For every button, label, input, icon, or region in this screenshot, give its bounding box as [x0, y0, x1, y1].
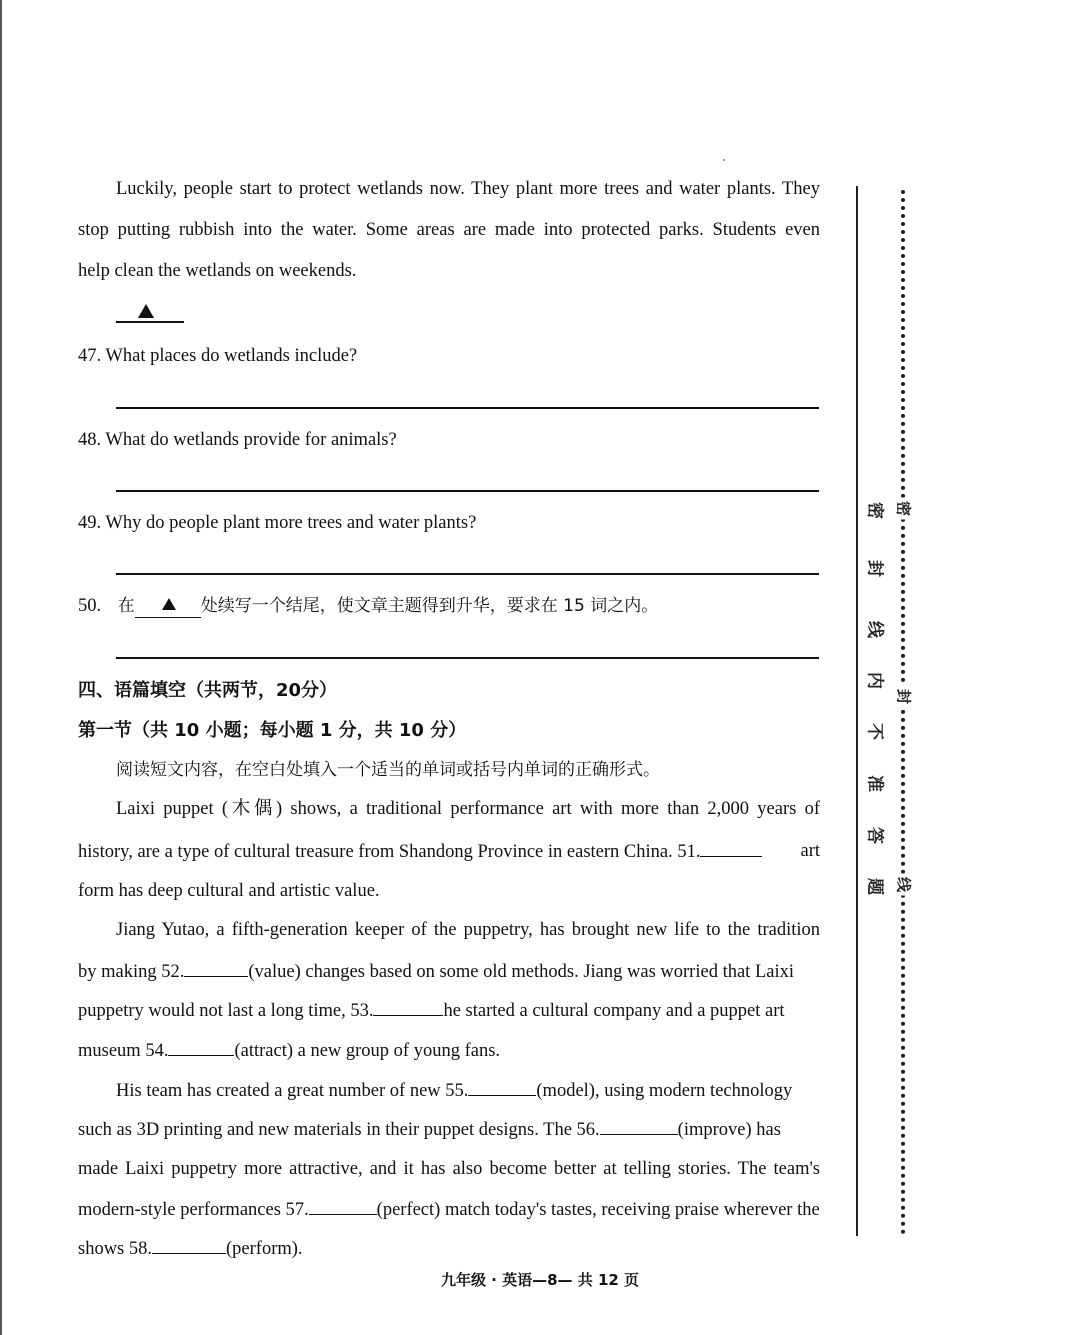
cloze-line-10: made Laixi puppetry more attractive, and it has also become better at telling stories. The team's	[78, 1159, 820, 1179]
cloze-text: (value) changes based on some old methods. Jiang was worried that Laixi	[248, 962, 794, 982]
cloze-text: His team has created a great number of new 55.	[116, 1081, 469, 1101]
question-number: 50.	[78, 596, 102, 616]
page-footer: 九年级 · 英语—8— 共 12 页	[440, 1271, 640, 1289]
ending-blank-marker	[116, 304, 184, 324]
cloze-text: history, are a type of cultural treasure from Shandong Province in eastern China. 51.	[78, 842, 701, 862]
seal-char: 题	[864, 878, 885, 895]
cloze-text: art	[800, 841, 820, 861]
seal-char: 答	[864, 827, 885, 844]
question-number: 49.	[78, 513, 102, 533]
blank-55[interactable]	[468, 1079, 536, 1096]
section-4-instruction: 阅读短文内容，在空白处填入一个适当的单词或括号内单词的正确形式。	[116, 760, 660, 780]
question-text: What do wetlands provide for animals?	[105, 430, 397, 450]
blank-56[interactable]	[600, 1118, 678, 1135]
seal-char: 封	[864, 560, 885, 577]
scan-speck	[723, 159, 725, 161]
cloze-text: modern-style performances 57.	[78, 1200, 309, 1220]
question-49	[78, 512, 820, 534]
cloze-text: (attract) a new group of young fans.	[234, 1041, 501, 1061]
cloze-line-3: form has deep cultural and artistic value.	[78, 881, 380, 901]
scan-edge	[0, 0, 2, 1335]
triangle-icon	[162, 598, 176, 610]
question-50-post: 处续写一个结尾，使文章主题得到升华，要求在 15 词之内。	[200, 596, 659, 616]
cloze-line-12	[78, 1237, 820, 1260]
seal-char: 准	[864, 775, 885, 792]
cloze-text: museum 54.	[78, 1041, 169, 1061]
blank-53[interactable]	[373, 999, 443, 1016]
cloze-line-5	[78, 960, 820, 983]
question-text: Why do people plant more trees and water plants?	[105, 513, 477, 533]
answer-line-48[interactable]	[116, 490, 819, 492]
question-50	[78, 595, 820, 618]
cloze-line-8	[116, 1079, 820, 1102]
question-number: 48.	[78, 430, 102, 450]
blank-51[interactable]	[700, 840, 762, 857]
cloze-line-2	[78, 840, 820, 863]
question-48	[78, 429, 820, 451]
passage-line-1: Luckily, people start to protect wetlands now. They plant more trees and water plants. They	[116, 179, 820, 199]
question-47	[78, 345, 820, 367]
question-number: 47.	[78, 346, 102, 366]
seal-char-outer: 密	[894, 498, 915, 520]
blank-58[interactable]	[152, 1237, 226, 1254]
passage-line-3: help clean the wetlands on weekends.	[78, 261, 357, 281]
seal-char-outer: 线	[894, 874, 915, 896]
cloze-text: he started a cultural company and a puppet art	[443, 1001, 785, 1021]
section-4-part-1: 第一节（共 10 小题；每小题 1 分，共 10 分）	[78, 720, 467, 741]
question-50-blank	[135, 595, 201, 618]
cloze-text: (model), using modern technology	[536, 1081, 793, 1101]
answer-line-47[interactable]	[116, 407, 819, 409]
cloze-text: (perform).	[226, 1239, 303, 1259]
seal-char: 线	[864, 621, 885, 638]
cloze-text: shows 58.	[78, 1239, 153, 1259]
cloze-text: (improve) has	[677, 1120, 781, 1140]
seal-char: 内	[864, 672, 885, 689]
cloze-line-4: Jiang Yutao, a fifth-generation keeper of the puppetry, has brought new life to the tradition	[116, 920, 820, 940]
cloze-line-11	[78, 1198, 820, 1221]
blank-52[interactable]	[184, 960, 248, 977]
section-4-title: 四、语篇填空（共两节，20分）	[78, 680, 338, 701]
answer-line-50[interactable]	[116, 657, 819, 659]
question-text: What places do wetlands include?	[105, 346, 358, 366]
seal-char-outer: 封	[894, 686, 915, 708]
passage-line-2: stop putting rubbish into the water. Some areas are made into protected parks. Students even	[78, 220, 820, 240]
blank-54[interactable]	[168, 1039, 234, 1056]
triangle-icon	[138, 304, 154, 318]
cloze-line-9	[78, 1118, 820, 1141]
cloze-text: such as 3D printing and new materials in their puppet designs. The 56.	[78, 1120, 600, 1140]
cloze-text: (perfect) match today's tastes, receiving praise wherever the	[376, 1200, 820, 1220]
cloze-line-1: Laixi puppet (木偶) shows, a traditional performance art with more than 2,000 years of	[116, 799, 820, 819]
seal-char: 不	[864, 723, 885, 740]
blank-57[interactable]	[309, 1198, 377, 1215]
cloze-text: puppetry would not last a long time, 53.	[78, 1001, 374, 1021]
answer-line-49[interactable]	[116, 573, 819, 575]
question-50-pre: 在	[117, 596, 135, 616]
binding-dotted-line	[901, 190, 905, 1235]
cloze-line-7	[78, 1039, 820, 1062]
binding-solid-line	[856, 186, 858, 1236]
cloze-text: by making 52.	[78, 962, 185, 982]
seal-char: 密	[864, 502, 885, 519]
cloze-line-6	[78, 999, 820, 1022]
